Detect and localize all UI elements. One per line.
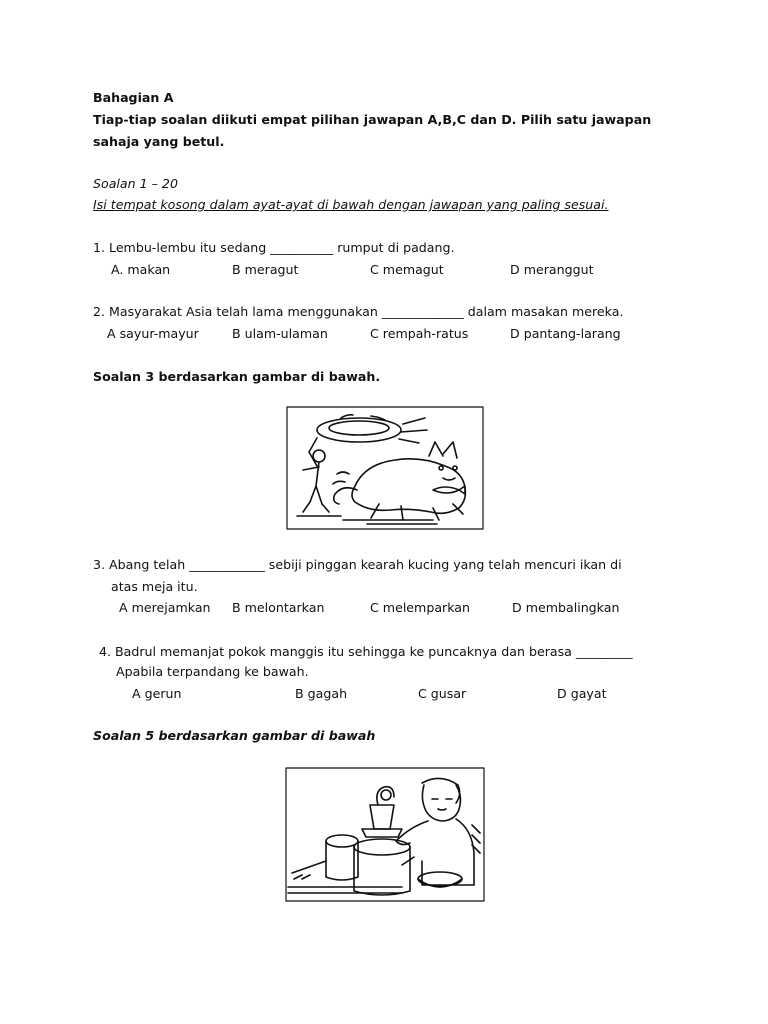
question-2-text: 2. Masyarakat Asia telah lama menggunakan _____________ dalam masakan mereka.: [93, 304, 624, 319]
question-3-text-line-1: 3. Abang telah ____________ sebiji pinggan kearah kucing yang telah mencuri ikan di: [93, 557, 622, 572]
question-4-option-c: C gusar: [418, 686, 467, 701]
question-4-option-d: D gayat: [557, 686, 607, 701]
question-1-option-d: D meranggut: [510, 262, 594, 277]
old-man-grinding-illustration: [282, 765, 488, 905]
question-1-option-c: C memagut: [370, 262, 444, 277]
soalan-3-heading: Soalan 3 berdasarkan gambar di bawah.: [93, 369, 381, 384]
instruction-line-1: Tiap-tiap soalan diikuti empat pilihan jawapan A,B,C dan D. Pilih satu jawapan: [93, 112, 652, 127]
question-4-text-line-2: Apabila terpandang ke bawah.: [116, 664, 309, 679]
instruction-line-2: sahaja yang betul.: [93, 134, 225, 149]
question-1-option-b: B meragut: [232, 262, 299, 277]
question-3-option-d: D membalingkan: [512, 600, 620, 615]
question-range-label: Soalan 1 – 20: [93, 176, 178, 191]
question-3-option-c: C melemparkan: [370, 600, 470, 615]
question-3-option-b: B melontarkan: [232, 600, 325, 615]
question-1-option-a: A. makan: [111, 262, 171, 277]
man-throwing-plate-at-cat-illustration: [283, 404, 488, 534]
soalan-5-heading: Soalan 5 berdasarkan gambar di bawah: [93, 728, 376, 743]
question-2-option-c: C rempah-ratus: [370, 326, 469, 341]
question-1-text: 1. Lembu-lembu itu sedang __________ rumput di padang.: [93, 240, 455, 255]
section-title: Bahagian A: [93, 90, 174, 105]
question-2-option-a: A sayur-mayur: [107, 326, 199, 341]
question-range-instruction: Isi tempat kosong dalam ayat-ayat di bawah dengan jawapan yang paling sesuai.: [93, 197, 609, 212]
question-4-option-a: A gerun: [132, 686, 182, 701]
question-2-option-b: B ulam-ulaman: [232, 326, 328, 341]
question-2-option-d: D pantang-larang: [510, 326, 621, 341]
question-3-text-line-2: atas meja itu.: [111, 579, 198, 594]
question-4-option-b: B gagah: [295, 686, 348, 701]
question-4-text-line-1: 4. Badrul memanjat pokok manggis itu sehingga ke puncaknya dan berasa _________: [99, 644, 633, 659]
question-3-option-a: A merejamkan: [119, 600, 211, 615]
